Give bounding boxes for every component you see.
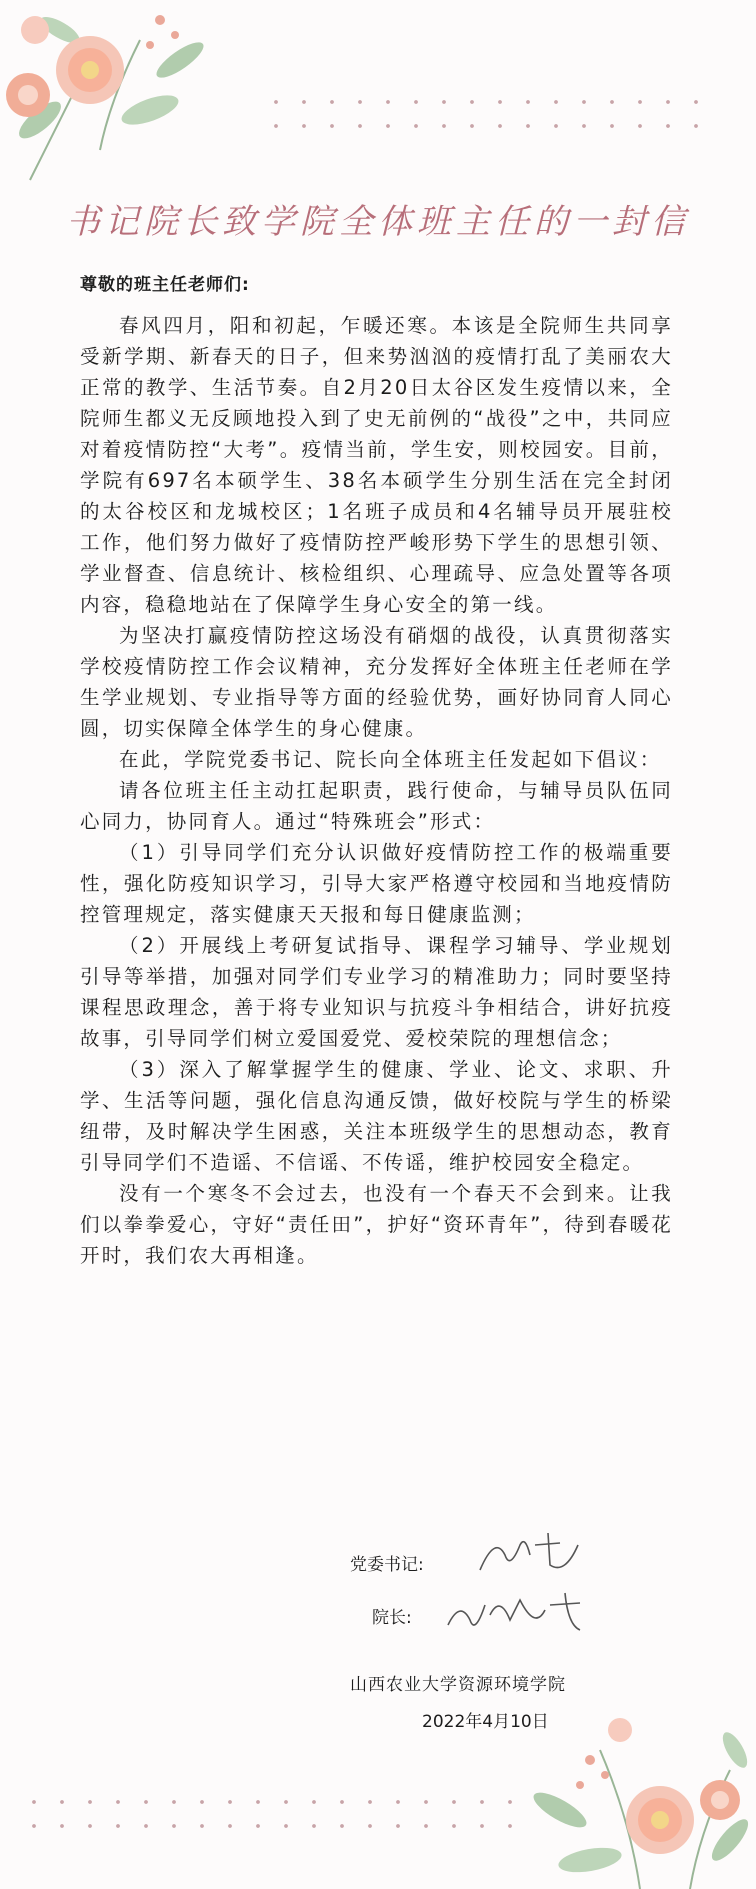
paragraph: 请各位班主任主动扛起职责，践行使命，与辅导员队伍同心同力，协同育人。通过“特殊班会”形式： <box>80 779 673 833</box>
salutation: 尊敬的班主任老师们: <box>80 275 250 295</box>
paragraph: （1）引导同学们充分认识做好疫情防控工作的极端重要性，强化防疫知识学习，引导大家严格遵守校园和当地疫情防控管理规定，落实健康天天报和每日健康监测； <box>80 841 673 926</box>
paragraph: 在此，学院党委书记、院长向全体班主任发起如下倡议： <box>119 748 662 771</box>
floral-decoration-top-left <box>0 0 250 190</box>
dean-signature <box>440 1585 590 1645</box>
letter-title: 书记院长致学院全体班主任的一封信 <box>66 202 690 242</box>
paragraph: 春风四月，阳和初起，乍暖还寒。本该是全院师生共同享受新学期、新春天的日子，但来势汹汹的疫情打乱了美丽农大正常的教学、生活节奏。自2月20日太谷区发生疫情以来，全院师生都义无反顾地投入到了史无前例的“战役”之中，共同应对着疫情防控“大考”。疫情当前，学生安，则校园安。目前，学院有697名本硕学生、38名本硕学生分别生活在完全封闭的太谷校区和龙城校区；1名班子成员和4名辅导员开展驻校工作，他们努力做好了疫情防控严峻形势下学生的思想引领、学业督查、信息统计、核检组织、心理疏导、应急处置等各项内容，稳稳地站在了保障学生身心安全的第一线。 <box>80 314 673 616</box>
dean-label: 院长: <box>372 1608 412 1628</box>
paragraph: （3）深入了解掌握学生的健康、学业、论文、求职、升学、生活等问题，强化信息沟通反馈，做好校院与学生的桥梁纽带，及时解决学生困惑，关注本班级学生的思想动态，教育引导同学们不造谣、不信谣、不传谣，维护校园安全稳定。 <box>80 1058 673 1174</box>
floral-decoration-bottom-right <box>520 1690 756 1889</box>
dotted-border-top <box>262 90 702 140</box>
dotted-border-bottom <box>20 1790 530 1840</box>
paragraph: 为坚决打赢疫情防控这场没有硝烟的战役，认真贯彻落实学校疫情防控工作会议精神，充分发挥好全体班主任老师在学生学业规划、专业指导等方面的经验优势，画好协同育人同心圆，切实保障全体学生的身心健康。 <box>80 624 673 740</box>
secretary-label: 党委书记: <box>350 1555 424 1575</box>
letter-body <box>80 310 673 1271</box>
paragraph: （2）开展线上考研复试指导、课程学习辅导、学业规划引导等举措，加强对同学们专业学习的精准助力；同时要坚持课程思政理念，善于将专业知识与抗疫斗争相结合，讲好抗疫故事，引导同学们树立爱国爱党、爱校荣院的理想信念； <box>80 934 673 1050</box>
organization-name: 山西农业大学资源环境学院 <box>350 1675 566 1695</box>
paragraph: 没有一个寒冬不会过去，也没有一个春天不会到来。让我们以拳拳爱心，守好“责任田”，护好“资环青年”，待到春暖花开时，我们农大再相逢。 <box>80 1182 673 1267</box>
letter-date: 2022年4月10日 <box>422 1712 549 1732</box>
secretary-signature <box>470 1525 590 1585</box>
